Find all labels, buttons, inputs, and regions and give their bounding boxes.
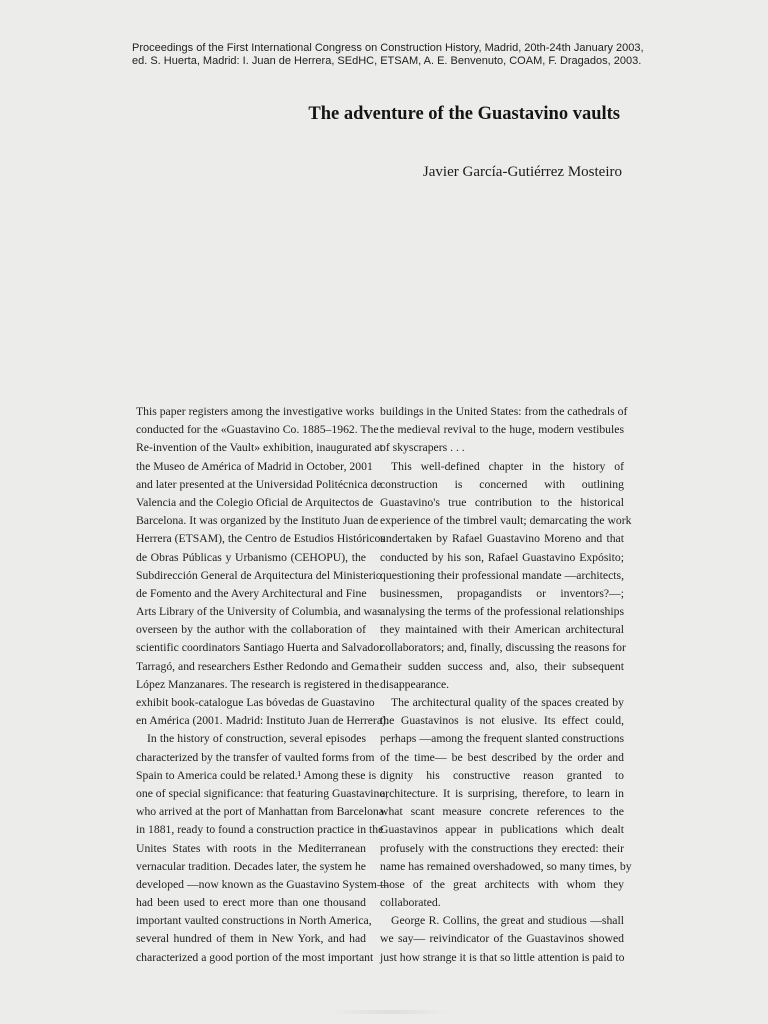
text-line: the Museo de América of Madrid in October, 2001 <box>136 459 373 473</box>
text-line: of skyscrapers . . . <box>380 441 465 455</box>
text-line: analysing the terms of the professional relationships <box>380 605 624 619</box>
text-line: collaborators; and, finally, discussing the reasons for <box>380 641 626 655</box>
text-line: conducted for the «Guastavino Co. 1885–1962. The <box>136 423 379 437</box>
text-line: Tarragó, and researchers Esther Redondo and Gema <box>136 659 379 673</box>
text-line: perhaps —among the frequent slanted constructions <box>380 732 624 746</box>
text-line: we say— reivindicator of the Guastavinos showed <box>380 932 624 946</box>
text-line: several hundred of them in New York, and had <box>136 932 366 946</box>
text-line: Barcelona. It was organized by the Instituto Juan de <box>136 514 379 528</box>
text-line: they maintained with their American architectural <box>380 623 624 637</box>
author-name: Javier García-Gutiérrez Mosteiro <box>422 164 622 180</box>
text-line: of the time— be best described by the order and <box>380 750 624 764</box>
text-line: This paper registers among the investigative works <box>136 405 375 418</box>
text-line: en América (2001. Madrid: Instituto Juan de Herrera). <box>136 714 389 728</box>
text-line: collaborated. <box>380 896 441 910</box>
text-line: Guastavino's true contribution to the historical <box>380 495 624 509</box>
text-line: in 1881, ready to found a construction practice in the <box>136 823 384 837</box>
left-text-column <box>136 403 389 967</box>
text-line: undertaken by Rafael Guastavino Moreno and that <box>380 532 624 546</box>
text-line: de Fomento and the Avery Architectural and Fine <box>136 586 367 600</box>
text-line: Subdirección General de Arquitectura del Ministerio <box>136 568 382 582</box>
paper-title: The adventure of the Guastavino vaults <box>308 104 620 124</box>
text-line: businessmen, propagandists or inventors?—; <box>380 586 624 600</box>
text-line: In the history of construction, several episodes <box>147 732 366 746</box>
text-line: characterized a good portion of the most important <box>136 950 374 964</box>
text-line: The architectural quality of the spaces created by <box>391 696 624 709</box>
text-line: those of the great architects with whom they <box>380 877 624 891</box>
text-line: the medieval revival to the huge, modern vestibules <box>380 423 624 437</box>
text-line: important vaulted constructions in North America, <box>136 914 372 928</box>
text-line: Herrera (ETSAM), the Centro de Estudios Históricos <box>136 532 385 546</box>
text-line: just how strange it is that so little attention is paid to <box>380 950 625 964</box>
text-line: conducted by his son, Rafael Guastavino Expósito; <box>380 550 624 564</box>
text-line: exhibit book-catalogue Las bóvedas de Guastavino <box>136 696 375 709</box>
text-line: Valencia and the Colegio Oficial de Arquitectos de <box>136 495 374 509</box>
text-line: Guastavinos appear in publications which dealt <box>380 823 624 837</box>
text-line: buildings in the United States: from the cathedrals of <box>380 405 628 418</box>
text-line: what scant measure concrete references to the <box>380 805 624 819</box>
scan-smudge <box>330 1010 450 1014</box>
text-line: dignity his constructive reason granted to <box>380 768 624 782</box>
text-line: and later presented at the Universidad Politécnica de <box>136 477 382 491</box>
text-line: Re-invention of the Vault» exhibition, inaugurated at <box>136 441 383 455</box>
text-line: architecture. It is surprising, therefore, to learn in <box>380 786 624 800</box>
citation-line-1: Proceedings of the First International Congress on Construction History, Madrid, 20th-24th January 2003, <box>132 42 644 54</box>
text-line: de Obras Públicas y Urbanismo (CEHOPU), the <box>136 550 366 564</box>
text-line: This well-defined chapter in the history of <box>391 459 624 473</box>
text-line: name has remained overshadowed, so many times, by <box>380 859 632 873</box>
citation-line-2: ed. S. Huerta, Madrid: I. Juan de Herrera, SEdHC, ETSAM, A. E. Benvenuto, COAM, F. Dragados, 2003. <box>132 55 642 67</box>
text-line: Unites States with roots in the Mediterranean <box>136 841 366 855</box>
proceedings-citation <box>132 42 644 68</box>
text-line: Spain to America could be related.¹ Among these is <box>136 768 377 782</box>
text-line: characterized by the transfer of vaulted forms from <box>136 750 375 764</box>
text-line: the Guastavinos is not elusive. Its effect could, <box>380 714 624 728</box>
text-line: construction is concerned with outlining <box>380 477 624 491</box>
text-line: disappearance. <box>380 677 450 691</box>
text-line: developed —now known as the Guastavino System— <box>136 877 389 891</box>
text-line: profusely with the constructions they erected: their <box>380 841 624 855</box>
text-line: vernacular tradition. Decades later, the system he <box>136 859 366 873</box>
text-line: had been used to erect more than one thousand <box>136 896 366 910</box>
text-line: questioning their professional mandate —architects, <box>380 568 624 582</box>
text-line: Arts Library of the University of Columbia, and was <box>136 605 382 619</box>
text-line: one of special significance: that featuring Guastavino, <box>136 786 389 800</box>
text-line: scientific coordinators Santiago Huerta and Salvador <box>136 641 383 655</box>
text-line: experience of the timbrel vault; demarcating the work <box>380 514 632 528</box>
text-line: George R. Collins, the great and studious —shall <box>391 914 624 928</box>
right-text-column <box>380 403 632 967</box>
text-line: López Manzanares. The research is registered in the <box>136 677 380 691</box>
text-line: their sudden success and, also, their subsequent <box>380 659 624 673</box>
text-line: who arrived at the port of Manhattan from Barcelona <box>136 805 384 819</box>
text-line: overseen by the author with the collaboration of <box>136 623 366 637</box>
